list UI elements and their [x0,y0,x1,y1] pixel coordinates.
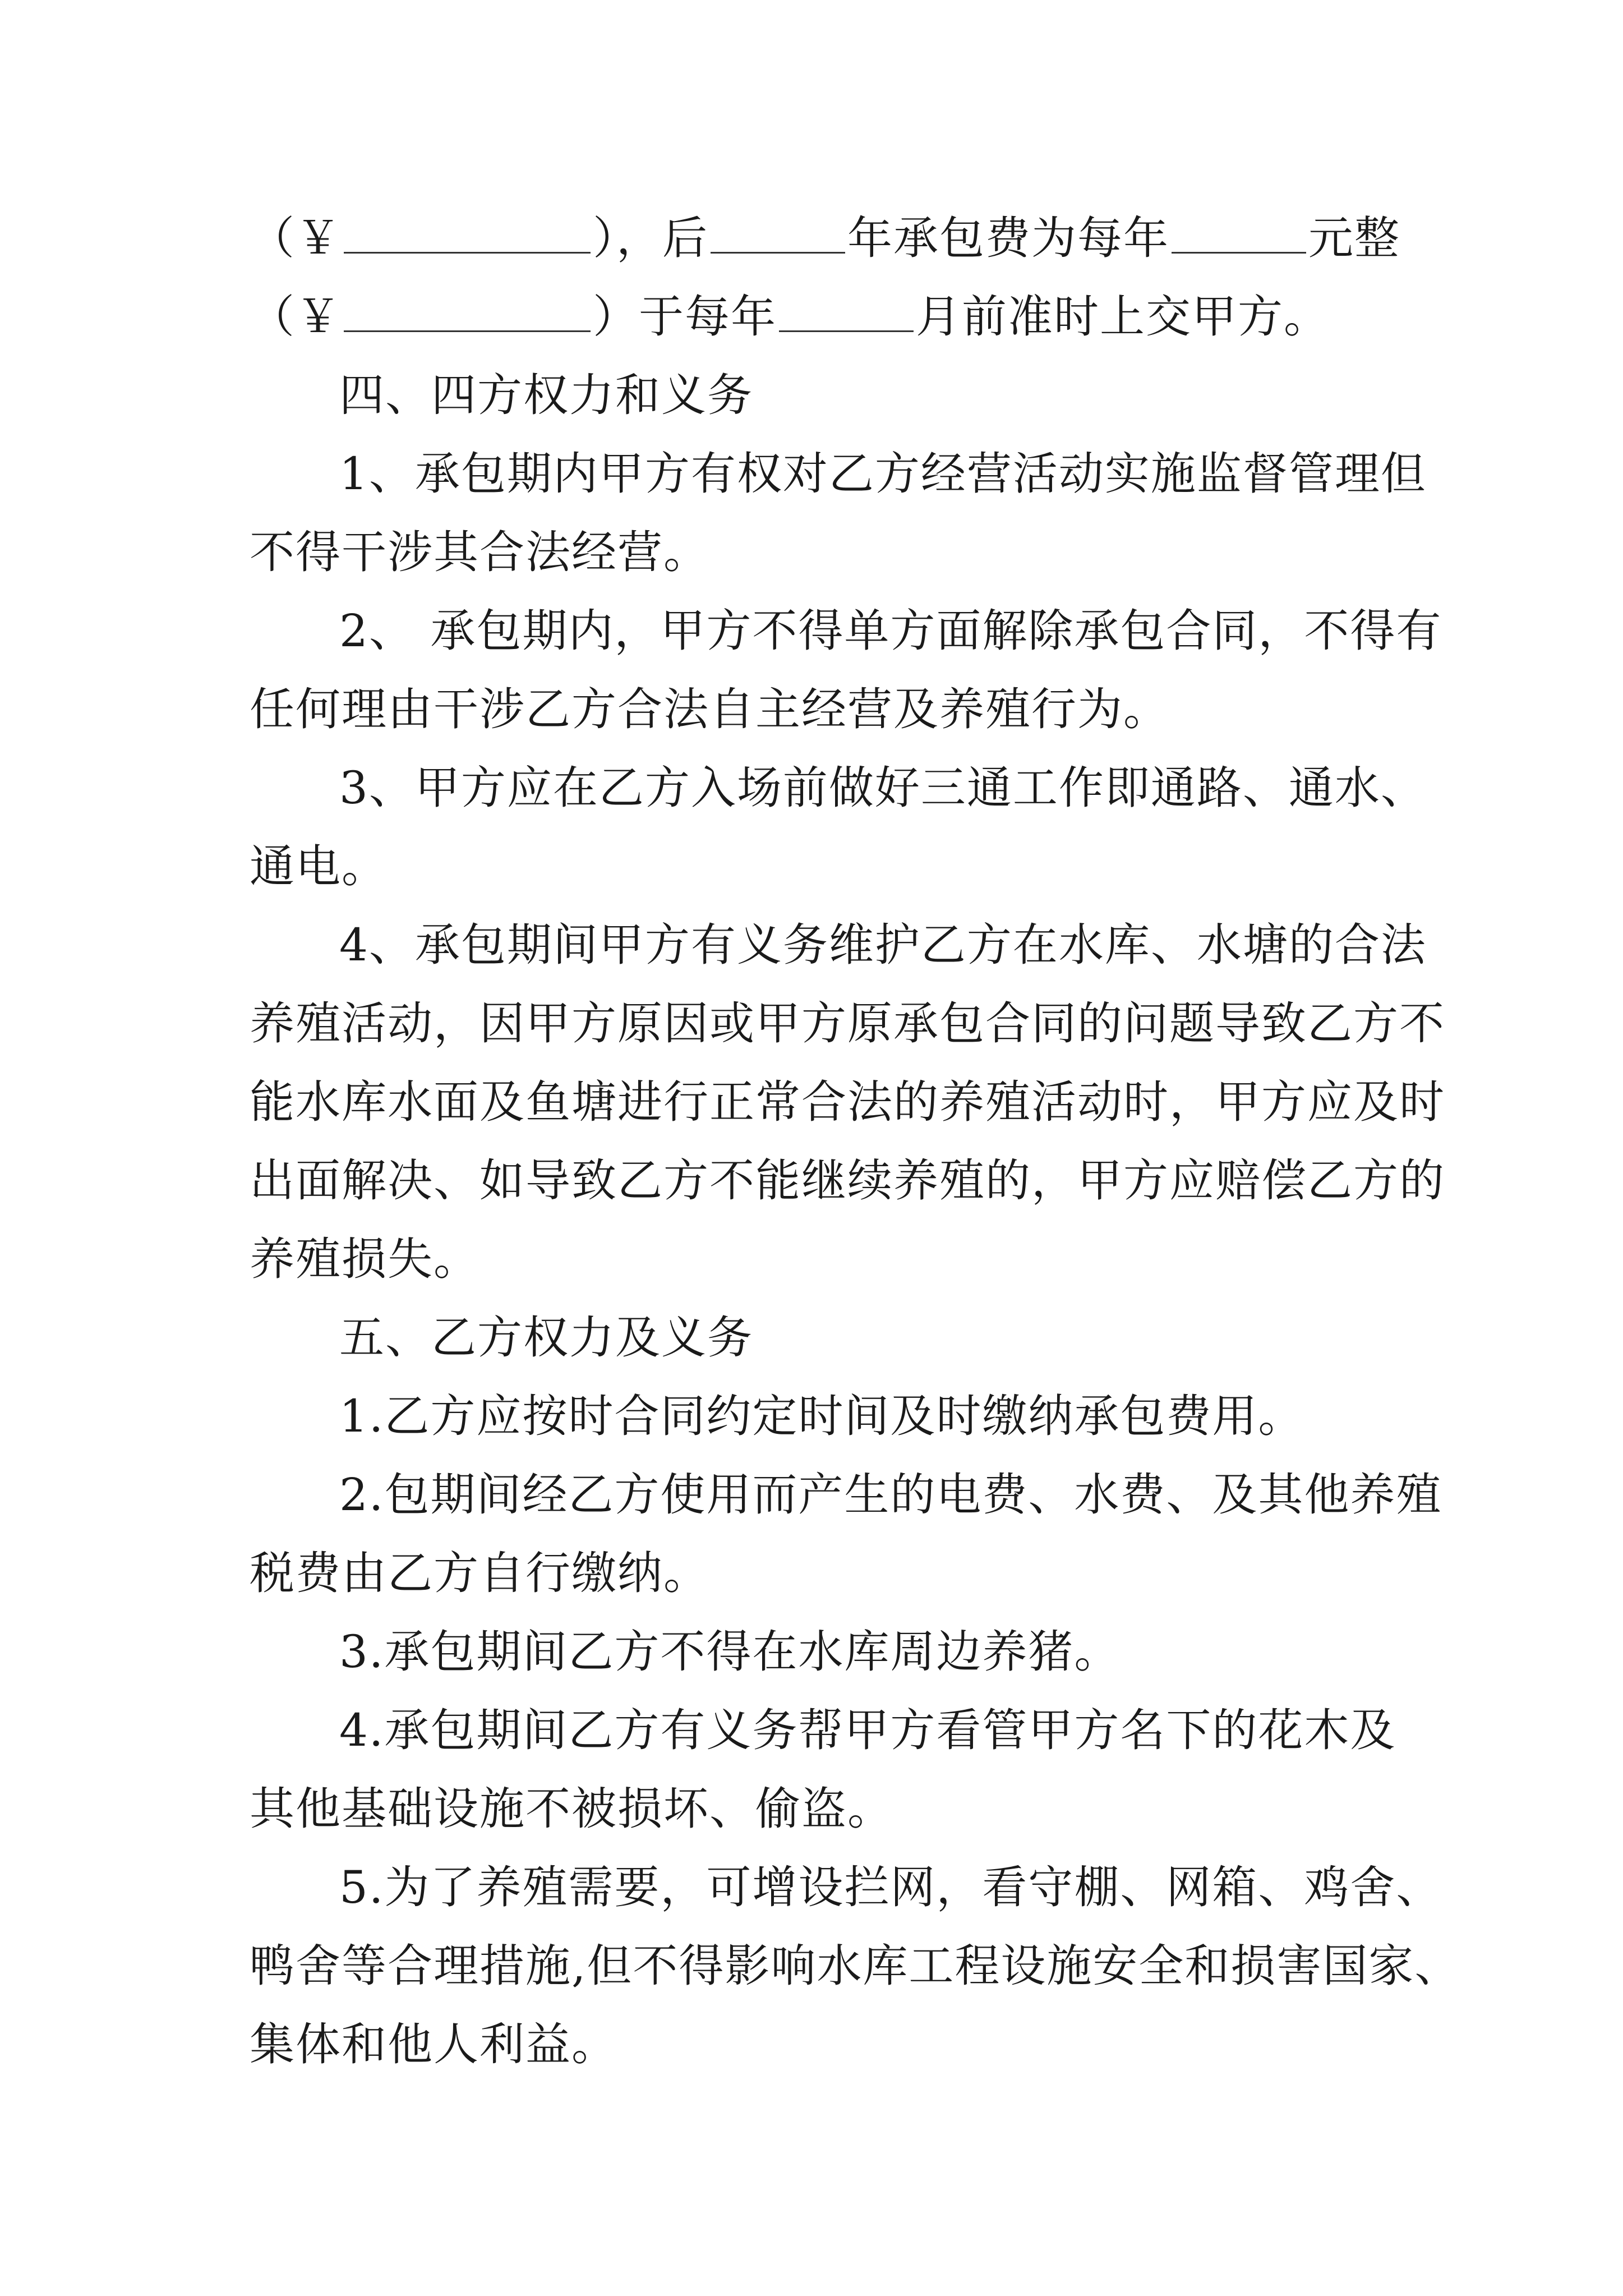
section-heading-5: 五、乙方权力及义务 [339,1312,753,1364]
paragraph-line: 4、承包期间甲方有义务维护乙方在水库、水塘的合法 [339,919,1427,971]
blank-field [1172,217,1306,254]
paragraph-line: 4.承包期间乙方有义务帮甲方看管甲方名下的花木及 [339,1704,1396,1756]
paragraph-line: 养殖活动，因甲方原因或甲方原承包合同的问题导致乙方不 [250,997,1445,1050]
paragraph-line: 集体和他人利益。 [250,2018,617,2070]
section-heading-4: 四、四方权力和义务 [339,369,753,421]
fee-line-2 [250,278,1394,356]
blank-field [344,217,591,254]
text-segment: 元整 [1308,212,1400,264]
paragraph-line: 3.承包期间乙方不得在水库周边养猪。 [339,1626,1121,1678]
paragraph-line: 养殖损失。 [250,1233,479,1285]
text-segment: 月前准时上交甲方。 [916,291,1330,343]
paragraph-line: 1、承包期内甲方有权对乙方经营活动实施监督管理但 [339,448,1427,500]
blank-field [711,217,845,254]
paragraph-line: 2.包期间经乙方使用而产生的电费、水费、及其他养殖 [339,1469,1442,1521]
paragraph-line: 任何理由干涉乙方合法自主经营及养殖行为。 [250,683,1169,735]
paragraph-line: 鸭舍等合理措施,但不得影响水库工程设施安全和损害国家、 [250,1940,1461,1992]
paragraph-line: 其他基础设施不被损坏、偷盗。 [250,1783,893,1835]
text-segment: ），后 [593,212,708,264]
blank-field [779,296,914,332]
paragraph-line: 不得干涉其合法经营。 [250,526,709,578]
paragraph-line: 2、 承包期内，甲方不得单方面解除承包合同，不得有 [339,605,1442,657]
paragraph-line: 能水库水面及鱼塘进行正常合法的养殖活动时，甲方应及时 [250,1076,1445,1128]
document-body [250,199,1461,2084]
paragraph-line: 通电。 [250,840,388,892]
text-segment: 年承包费为每年 [847,212,1169,264]
paragraph-line: 5.为了养殖需要，可增设拦网，看守棚、网箱、鸡舍、 [339,1861,1442,1913]
paragraph-line: 税费由乙方自行缴纳。 [250,1547,709,1599]
paragraph-line: 1.乙方应按时合同约定时间及时缴纳承包费用。 [339,1390,1304,1442]
text-segment: （￥ [250,212,342,264]
paragraph-line: 3、甲方应在乙方入场前做好三通工作即通路、通水、 [339,762,1427,814]
paragraph-line: 出面解决、如导致乙方不能继续养殖的，甲方应赔偿乙方的 [250,1154,1445,1207]
blank-field [344,296,591,332]
fee-line-1 [250,199,1400,278]
text-segment: （￥ [250,291,342,343]
text-segment: ）于每年 [593,291,777,343]
